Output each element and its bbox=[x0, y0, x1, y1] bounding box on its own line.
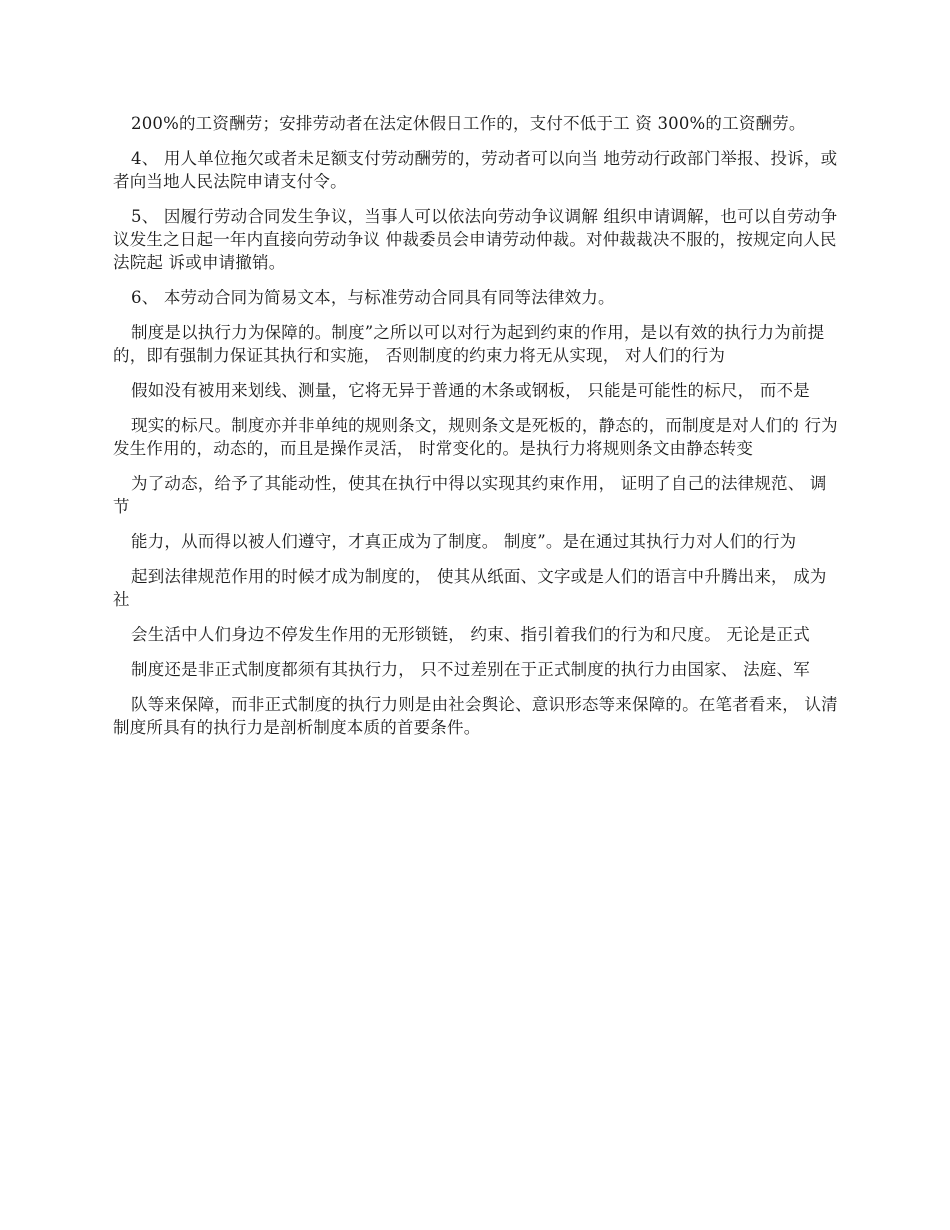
paragraph-clause-5: 5、 因履行劳动合同发生争议，当事人可以依法向劳动争议调解 组织申请调解，也可以自劳动争议发生之日起一年内直接向劳动争议 仲裁委员会申请劳动仲裁。对仲裁裁决不服的，按规定向人民法院起 诉或申请撤销。 bbox=[113, 207, 838, 272]
paragraph-formal-informal: 制度还是非正式制度都须有其执行力， 只不过差别在于正式制度的执行力由国家、 法庭、军 bbox=[131, 660, 810, 679]
paragraph-dynamic: 为了动态，给予了其能动性，使其在执行中得以实现其约束作用， 证明了自己的法律规范、 调节 bbox=[113, 474, 827, 516]
paragraph-clause-6: 6、 本劳动合同为简易文本，与标准劳动合同具有同等法律效力。 bbox=[131, 288, 615, 307]
paragraph-real-ruler: 现实的标尺。制度亦并非单纯的规则条文，规则条文是死板的，静态的，而制度是对人们的 行为发生作用的，动态的，而且是操作灵活， 时常变化的。是执行力将规则条文由静态转变 bbox=[113, 416, 838, 458]
paragraph-ability: 能力，从而得以被人们遵守，才真正成为了制度。 制度”。是在通过其执行力对人们的行为 bbox=[131, 532, 797, 551]
paragraph-ruler-analogy: 假如没有被用来划线、测量，它将无异于普通的木条或钢板， 只能是可能性的标尺， 而不是 bbox=[131, 381, 810, 400]
document-body bbox=[113, 112, 838, 751]
paragraph-invisible-chain: 会生活中人们身边不停发生作用的无形锁链， 约束、指引着我们的行为和尺度。 无论是正式 bbox=[131, 625, 810, 644]
paragraph-clause-4: 4、 用人单位拖欠或者未足额支付劳动酬劳的，劳动者可以向当 地劳动行政部门举报、投诉，或者向当地人民法院申请支付令。 bbox=[113, 149, 838, 191]
paragraph-system-execution: 制度是以执行力为保障的。制度”之所以可以对行为起到约束的作用，是以有效的执行力为前提的，即有强制力保证其执行和实施， 否则制度的约束力将无从实现， 对人们的行为 bbox=[113, 323, 825, 365]
paragraph-legal-norm: 起到法律规范作用的时候才成为制度的， 使其从纸面、文字或是人们的语言中升腾出来， 成为社 bbox=[113, 567, 827, 609]
paragraph-overtime-pay: 200%的工资酬劳；安排劳动者在法定休假日工作的，支付不低于工 资 300%的工资酬劳。 bbox=[131, 114, 806, 133]
paragraph-conclusion: 队等来保障，而非正式制度的执行力则是由社会舆论、意识形态等来保障的。在笔者看来， 认清制度所具有的执行力是剖析制度本质的首要条件。 bbox=[113, 695, 838, 737]
